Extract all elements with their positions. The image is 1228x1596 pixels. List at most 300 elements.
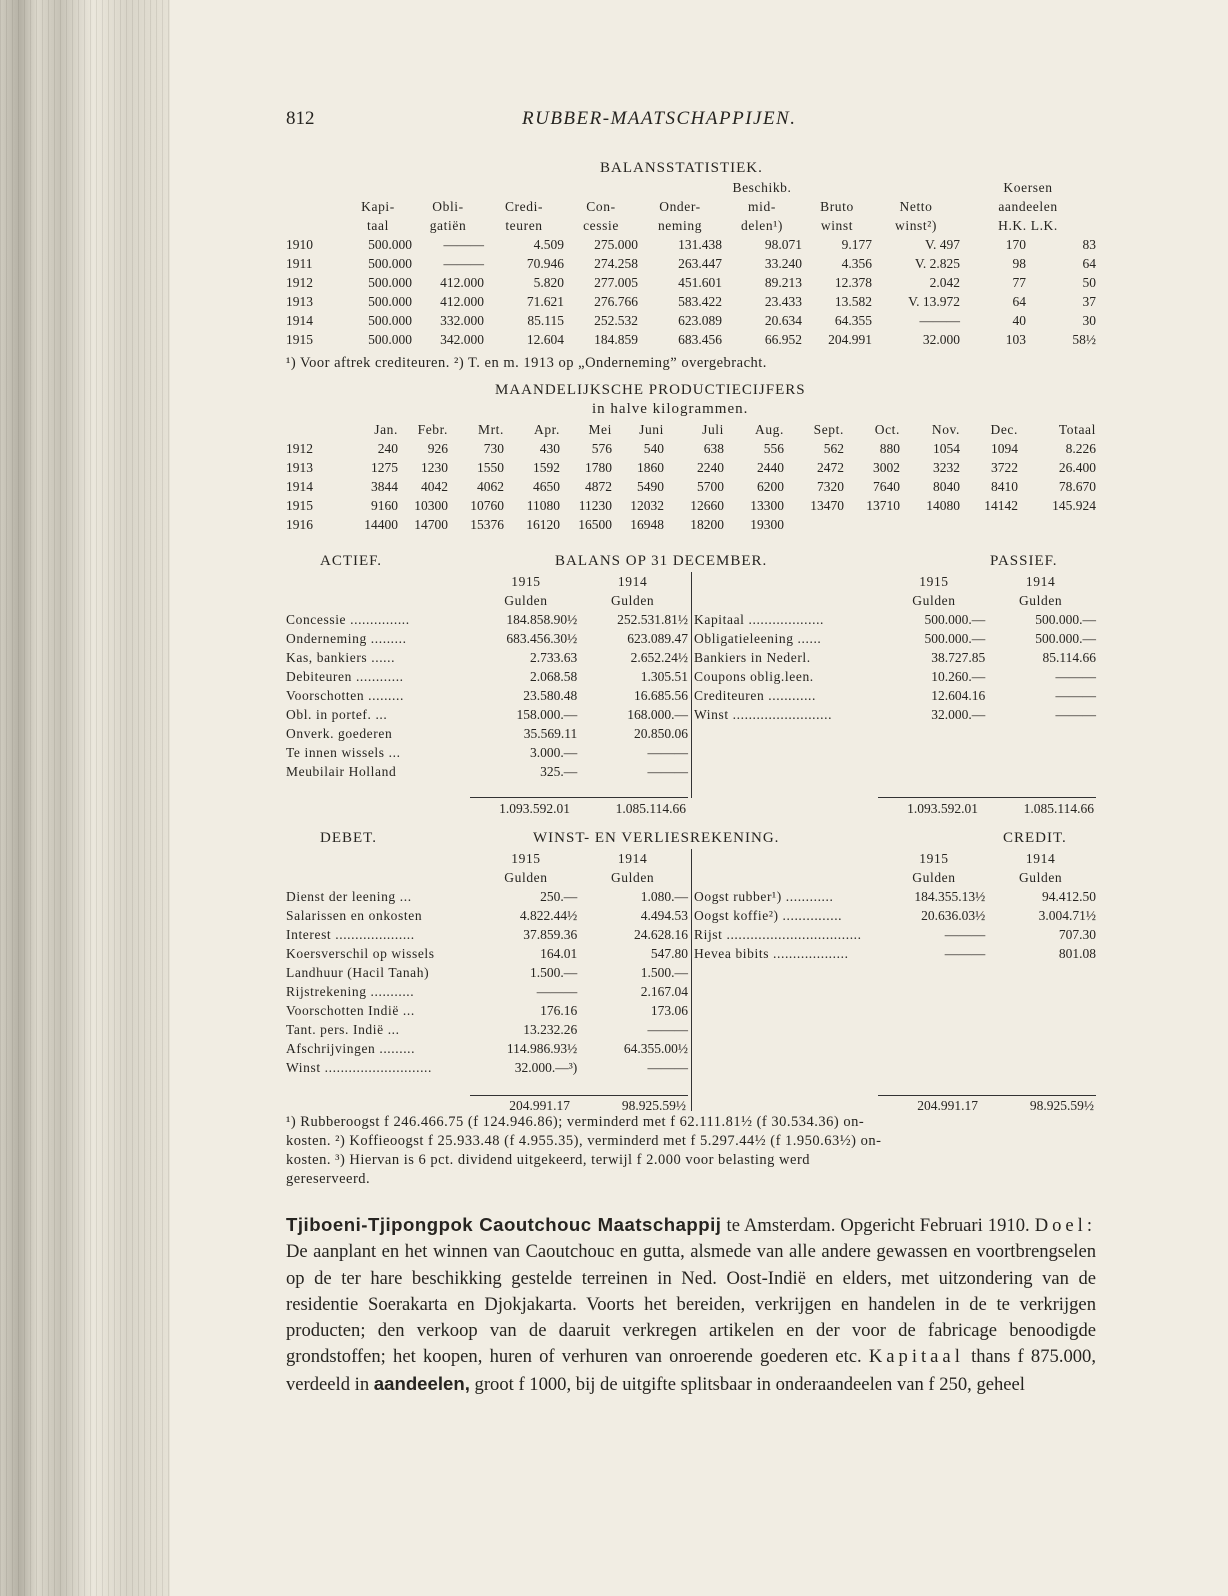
prod-cell: 10300	[414, 498, 448, 513]
actief-cell: 2.068.58	[529, 669, 578, 684]
running-title: RUBBER-MAATSCHAPPIJEN.	[522, 108, 797, 129]
stat-header-cell: Kapi-	[361, 199, 395, 214]
passief-cell: Obligatieleening ......	[694, 631, 822, 646]
stat-header-cell: Onder-	[659, 199, 701, 214]
actief-cell: Obl. in portef. ...	[286, 707, 388, 722]
debet-header-cell: Gulden	[610, 870, 655, 885]
credit-cell: 3.004.71½	[1038, 908, 1096, 923]
prod-cell: 1592	[533, 460, 560, 475]
prod-cell: 3722	[991, 460, 1018, 475]
credit-header-cell: Gulden	[912, 870, 956, 885]
winst-left-title: DEBET.	[320, 830, 377, 846]
actief-cell: 16.685.56	[634, 688, 688, 703]
prod-cell: 15376	[470, 517, 504, 532]
prod-cell: 14700	[414, 517, 448, 532]
stat-cell: 170	[1005, 237, 1026, 252]
stat-header-cell: H.K. L.K.	[998, 218, 1058, 233]
stat-cell: ———	[919, 313, 960, 328]
credit-row	[694, 944, 1096, 963]
prod-cell: 4062	[477, 479, 504, 494]
credit-row	[694, 906, 1096, 925]
debet-cell: Salarissen en onkosten	[286, 908, 423, 923]
prod-cell	[900, 515, 960, 534]
stat-cell: 500.000	[368, 275, 412, 290]
stat-header-cell: teuren	[505, 218, 543, 233]
balansstatistiek-footnote: ¹) Voor aftrek crediteuren. ²) T. en m. 1913 op „Onderneming” overgebracht.	[286, 355, 767, 371]
prod-row	[286, 477, 1096, 496]
stat-cell: 1911	[286, 256, 313, 271]
note-line-1: ¹) Rubberoogst f 246.466.75 (f 124.946.86); verminderd met f 62.111.81½ (f 30.534.36) on-	[286, 1114, 865, 1130]
prod-header-cell: Oct.	[874, 422, 900, 437]
stat-header-cell: winst²)	[895, 218, 937, 233]
prod-cell: 4042	[421, 479, 448, 494]
actief-row	[286, 686, 688, 705]
debet-cell: ———	[536, 984, 578, 999]
actief-row	[286, 648, 688, 667]
passief-cell: 32.000.—	[931, 707, 986, 722]
debet-row	[286, 1039, 688, 1058]
passief-header-row	[694, 572, 1096, 591]
stat-header-cell: Obli-	[432, 199, 464, 214]
article-text-2: thans f 875.000, verdeeld in	[286, 1346, 1097, 1395]
passief-row	[694, 610, 1096, 629]
prod-cell: 1275	[371, 460, 398, 475]
passief-cell: 12.604.16	[931, 688, 986, 703]
actief-header-cell: Gulden	[610, 593, 655, 608]
stat-header-cell	[286, 216, 344, 235]
winst-left-total-rule	[470, 1095, 688, 1096]
stat-cell: 4.509	[533, 237, 564, 252]
balans-total-1915: 1.093.592.01	[499, 801, 570, 816]
prod-cell: 18200	[690, 517, 724, 532]
prod-cell: 1913	[286, 460, 313, 475]
stat-cell: 103	[1005, 332, 1026, 347]
prod-cell: 2240	[697, 460, 724, 475]
debet-cell: 173.06	[650, 1003, 688, 1018]
stat-cell: ———	[443, 237, 484, 252]
prod-header-cell: Mei	[588, 422, 612, 437]
debet-cell: 1.500.—	[529, 965, 578, 980]
stat-cell: 50	[1082, 275, 1096, 290]
debet-cell: 4.494.53	[640, 908, 688, 923]
winst-credit-total-1915: 204.991.17	[917, 1098, 978, 1113]
actief-header-cell	[286, 591, 475, 610]
prod-cell: 8410	[991, 479, 1018, 494]
prod-cell: 1916	[286, 517, 313, 532]
passief-header-cell: 1914	[1025, 574, 1056, 589]
prod-cell: 730	[483, 441, 504, 456]
prod-cell: 8.226	[1065, 441, 1096, 456]
debet-cell: 32.000.—³)	[514, 1060, 578, 1075]
debet-cell: Interest ....................	[286, 927, 415, 942]
actief-cell: 3.000.—	[529, 745, 578, 760]
stat-header-cell	[638, 178, 722, 197]
balans-title: BALANS OP 31 DECEMBER.	[555, 553, 768, 569]
stat-cell: 30	[1082, 313, 1096, 328]
stat-cell: 204.991	[828, 332, 872, 347]
stat-header-row	[286, 216, 1096, 235]
prod-header-cell: Nov.	[931, 422, 960, 437]
credit-cell: Hevea bibits ...................	[694, 946, 849, 961]
debet-header-cell: 1915	[511, 851, 541, 866]
actief-header-row	[286, 591, 688, 610]
prod-row	[286, 496, 1096, 515]
debet-cell: 24.628.16	[634, 927, 688, 942]
prod-cell: 1094	[991, 441, 1018, 456]
credit-cell: Rijst ..................................	[694, 927, 862, 942]
stat-header-cell: gatiën	[429, 218, 467, 233]
stat-row	[286, 273, 1096, 292]
actief-row	[286, 629, 688, 648]
stat-cell: 5.820	[533, 275, 564, 290]
stat-header-cell: Koersen	[1003, 180, 1053, 195]
winst-credit-table	[694, 849, 1096, 963]
stat-header-cell: Netto	[899, 199, 933, 214]
credit-header-cell	[694, 849, 883, 868]
actief-row	[286, 724, 688, 743]
prod-cell: 8040	[933, 479, 960, 494]
debet-cell: 1.500.—	[640, 965, 688, 980]
prod-header-cell: Dec.	[990, 422, 1018, 437]
stat-header-cell: neming	[657, 218, 703, 233]
prod-cell: 145.924	[1052, 498, 1096, 513]
debet-cell: 64.355.00½	[623, 1041, 688, 1056]
stat-header-cell: aandeelen	[998, 199, 1058, 214]
debet-cell: 1.080.—	[640, 889, 688, 904]
debet-header-cell	[286, 868, 475, 887]
actief-cell: 1.305.51	[640, 669, 688, 684]
credit-cell: 20.636.03½	[921, 908, 986, 923]
stat-cell: 12.378	[834, 275, 872, 290]
stat-cell: 40	[1012, 313, 1026, 328]
prod-cell: 1550	[477, 460, 504, 475]
passief-cell: 38.727.85	[931, 650, 986, 665]
credit-cell: 94.412.50	[1042, 889, 1096, 904]
stat-cell: 276.766	[594, 294, 638, 309]
prod-header-cell: Apr.	[533, 422, 560, 437]
stat-header-cell	[286, 197, 344, 216]
prod-cell: 556	[763, 441, 784, 456]
credit-cell: Oogst rubber¹) ............	[694, 889, 834, 904]
prod-cell: 3232	[933, 460, 960, 475]
prod-cell: 926	[427, 441, 448, 456]
prod-cell: 1860	[637, 460, 664, 475]
stat-cell: 500.000	[368, 237, 412, 252]
balansstatistiek-table	[286, 178, 1096, 349]
prod-cell: 562	[823, 441, 844, 456]
prod-cell: 26.400	[1058, 460, 1096, 475]
stat-cell: 277.005	[594, 275, 638, 290]
debet-cell: 4.822.44½	[519, 908, 578, 923]
prod-header-cell: Juni	[639, 422, 664, 437]
balans-actief-table	[286, 572, 688, 781]
prod-header-row	[286, 420, 1096, 439]
debet-row	[286, 944, 688, 963]
prod-header-cell: Sept.	[813, 422, 844, 437]
stat-cell: V. 13.972	[908, 294, 960, 309]
productie-subtitle: in halve kilogrammen.	[592, 401, 749, 417]
stat-cell: 1910	[286, 237, 313, 252]
stat-cell: 9.177	[841, 237, 872, 252]
passief-row	[694, 667, 1096, 686]
stat-cell: 1913	[286, 294, 313, 309]
actief-row	[286, 705, 688, 724]
stat-cell: 342.000	[440, 332, 484, 347]
debet-row	[286, 963, 688, 982]
prod-cell: 638	[703, 441, 724, 456]
stat-cell: 683.456	[678, 332, 722, 347]
debet-cell: 2.167.04	[640, 984, 688, 999]
stat-cell: 58½	[1072, 332, 1096, 347]
article-text-1: De aanplant en het winnen van Caoutchouc en gutta, alsmede van alle andere gewassen en voortbrengselen op de ter hare beschikking gestelde terreinen in Ned. Oost-Indië en elders, met uitzondering van de residentie Soerakarta en Djokjakarta. Voorts het bereiden, verkrijgen en handelen in de te verkrijgen producten; den verkoop van de daaruit verkregen artikelen en der voor de fabricage benoodigde grondstoffen; het koopen, huren of verhuren van onroerende goederen etc.	[286, 1241, 1096, 1368]
prod-cell: 6200	[757, 479, 784, 494]
prod-header-cell: Jan.	[374, 422, 398, 437]
doel-label: Doel:	[1034, 1215, 1096, 1236]
stat-cell: 275.000	[594, 237, 638, 252]
passief-row	[694, 629, 1096, 648]
prod-cell: 540	[643, 441, 664, 456]
prod-cell: 78.670	[1058, 479, 1096, 494]
prod-cell: 2440	[757, 460, 784, 475]
passief-cell: 500.000.—	[1035, 612, 1096, 627]
stat-cell: 64	[1012, 294, 1026, 309]
stat-header-cell: Credi-	[504, 199, 544, 214]
actief-cell: Debiteuren ............	[286, 669, 404, 684]
stat-cell: 4.356	[841, 256, 872, 271]
prod-cell: 240	[377, 441, 398, 456]
stat-cell: 64	[1082, 256, 1096, 271]
credit-header-cell	[694, 868, 883, 887]
credit-row	[694, 925, 1096, 944]
prod-cell: 7320	[817, 479, 844, 494]
credit-header-row	[694, 849, 1096, 868]
prod-cell: 13300	[750, 498, 784, 513]
prod-cell: 1780	[585, 460, 612, 475]
stat-header-cell: Con-	[586, 199, 616, 214]
actief-cell: 20.850.06	[634, 726, 688, 741]
prod-cell: 5490	[637, 479, 664, 494]
prod-cell: 5700	[697, 479, 724, 494]
stat-header-row	[286, 178, 1096, 197]
stat-cell: 13.582	[834, 294, 872, 309]
actief-cell: Onderneming .........	[286, 631, 407, 646]
actief-cell: 2.652.24½	[630, 650, 688, 665]
actief-row	[286, 762, 688, 781]
debet-row	[286, 906, 688, 925]
debet-cell: Koersverschil op wissels	[286, 946, 435, 961]
stat-cell: 263.447	[678, 256, 722, 271]
stat-cell: 274.258	[594, 256, 638, 271]
passief-row	[694, 648, 1096, 667]
stat-cell: 20.634	[764, 313, 802, 328]
actief-cell: Concessie ...............	[286, 612, 410, 627]
stat-cell: 70.946	[526, 256, 564, 271]
credit-cell: Oogst koffie²) ...............	[694, 908, 843, 923]
stat-header-cell: cessie	[583, 218, 619, 233]
debet-cell: 114.986.93½	[506, 1041, 578, 1056]
prod-cell: 3844	[371, 479, 398, 494]
balans-right-title: PASSIEF.	[990, 553, 1058, 569]
passief-cell: ———	[1055, 669, 1096, 684]
stat-cell: ———	[443, 256, 484, 271]
stat-cell: 71.621	[526, 294, 564, 309]
stat-cell: 500.000	[368, 332, 412, 347]
prod-header-cell: Aug.	[754, 422, 784, 437]
prod-cell: 10760	[470, 498, 504, 513]
article-intro: te Amsterdam. Opgericht Februari 1910.	[721, 1215, 1035, 1236]
passief-cell: Kapitaal ...................	[694, 612, 825, 627]
credit-cell: 801.08	[1058, 946, 1096, 961]
passief-header-cell: Gulden	[1018, 593, 1063, 608]
prod-cell: 2472	[817, 460, 844, 475]
debet-cell: Afschrijvingen .........	[286, 1041, 416, 1056]
prod-cell	[1018, 515, 1096, 534]
prod-cell: 3002	[873, 460, 900, 475]
stat-header-cell: Bruto	[820, 199, 854, 214]
passief-cell: 10.260.—	[931, 669, 986, 684]
debet-cell: Rijstrekening ...........	[286, 984, 415, 999]
stat-cell: 77	[1012, 275, 1026, 290]
stat-cell: 451.601	[678, 275, 722, 290]
note-line-3: kosten. ³) Hiervan is 6 pct. dividend uitgekeerd, terwijl f 2.000 voor belasting werd	[286, 1152, 811, 1168]
winst-credit-total-1914: 98.925.59½	[1029, 1098, 1094, 1113]
actief-cell: 325.—	[540, 764, 578, 779]
prod-header-cell: Totaal	[1058, 422, 1096, 437]
winst-debet-table	[286, 849, 688, 1077]
prod-cell: 430	[539, 441, 560, 456]
debet-row	[286, 887, 688, 906]
stat-header-cell	[412, 178, 484, 197]
prod-cell: 1054	[933, 441, 960, 456]
balans-left-total-rule	[470, 797, 688, 798]
article-text-3: groot f 1000, bij de uitgifte splitsbaar in onderaandeelen van f 250, geheel	[469, 1373, 1025, 1395]
debet-cell: ———	[647, 1060, 688, 1075]
passief-cell: Bankiers in Nederl.	[694, 650, 811, 665]
stat-header-cell	[564, 178, 638, 197]
kapitaal-label: Kapitaal	[868, 1346, 964, 1368]
actief-header-cell: Gulden	[504, 593, 548, 608]
stat-cell: 98	[1012, 256, 1026, 271]
stat-row	[286, 235, 1096, 254]
prod-cell: 7640	[873, 479, 900, 494]
note-line-2: kosten. ²) Koffieoogst f 25.933.48 (f 4.955.35), verminderd met f 5.297.44½ (f 1.950.63½) on-	[286, 1133, 882, 1149]
stat-cell: 412.000	[440, 294, 484, 309]
prod-cell: 14142	[984, 498, 1018, 513]
stat-cell: 332.000	[440, 313, 484, 328]
prod-cell: 14080	[926, 498, 960, 513]
passief-cell: 500.000.—	[1035, 631, 1096, 646]
passief-row	[694, 705, 1096, 724]
actief-cell: 252.531.81½	[617, 612, 688, 627]
book-spine-edge	[0, 0, 170, 1596]
actief-cell: Meubilair Holland	[286, 764, 397, 779]
prod-cell: 12032	[630, 498, 664, 513]
passief-cell: ———	[1055, 688, 1096, 703]
passief-cell: 85.114.66	[1042, 650, 1096, 665]
prod-cell: 4650	[533, 479, 560, 494]
prod-cell: 13470	[810, 498, 844, 513]
stat-cell: 500.000	[368, 294, 412, 309]
stat-cell: 85.115	[527, 313, 564, 328]
prod-cell: 1914	[286, 479, 313, 494]
stat-cell: 184.859	[594, 332, 638, 347]
debet-header-cell	[286, 849, 475, 868]
credit-cell: 707.30	[1058, 927, 1096, 942]
debet-cell: 13.232.26	[523, 1022, 578, 1037]
prod-cell: 13710	[866, 498, 900, 513]
prod-cell: 4872	[585, 479, 612, 494]
prod-cell	[784, 515, 844, 534]
debet-row	[286, 982, 688, 1001]
prod-cell: 11080	[526, 498, 560, 513]
stat-cell: 32.000	[922, 332, 960, 347]
stat-header-cell: Beschikb.	[732, 180, 792, 195]
stat-cell: 500.000	[368, 313, 412, 328]
prod-cell	[844, 515, 900, 534]
stat-cell: 2.042	[929, 275, 960, 290]
debet-cell: Voorschotten Indië ...	[286, 1003, 415, 1018]
stat-cell: 1912	[286, 275, 313, 290]
stat-cell: 37	[1082, 294, 1096, 309]
actief-cell: 2.733.63	[529, 650, 578, 665]
actief-header-row	[286, 572, 688, 591]
stat-cell: 83	[1082, 237, 1096, 252]
stat-header-cell: delen¹)	[741, 218, 783, 233]
prod-row	[286, 515, 1096, 534]
credit-cell: 184.355.13½	[914, 889, 986, 904]
debet-cell: 37.859.36	[523, 927, 578, 942]
balans-divider	[691, 572, 692, 798]
prod-cell: 880	[879, 441, 900, 456]
prod-cell: 12660	[690, 498, 724, 513]
prod-header-cell	[286, 420, 342, 439]
aandeelen-label: aandeelen,	[373, 1372, 470, 1394]
stat-cell: 583.422	[678, 294, 722, 309]
winst-total-1915: 204.991.17	[509, 1098, 570, 1113]
stat-header-cell	[802, 178, 872, 197]
prod-cell: 16500	[578, 517, 612, 532]
actief-cell: 683.456.30½	[506, 631, 578, 646]
actief-header-cell	[286, 572, 475, 591]
actief-cell: 184.858.90½	[506, 612, 578, 627]
note-line-4: gereserveerd.	[286, 1171, 371, 1187]
credit-row	[694, 887, 1096, 906]
debet-row	[286, 1001, 688, 1020]
credit-header-cell: 1915	[919, 851, 949, 866]
stat-cell: 623.089	[678, 313, 722, 328]
company-name: Tjiboeni-Tjipongpok Caoutchouc Maatschappij	[286, 1214, 722, 1235]
stat-cell: 23.433	[764, 294, 802, 309]
credit-header-row	[694, 868, 1096, 887]
stat-cell: 1914	[286, 313, 313, 328]
passief-header-cell	[694, 572, 883, 591]
prod-header-cell: Febr.	[417, 422, 448, 437]
passief-cell: ———	[1055, 707, 1096, 722]
actief-cell: ———	[647, 764, 688, 779]
debet-cell: 250.—	[540, 889, 578, 904]
stat-cell: 12.604	[526, 332, 564, 347]
stat-cell: 66.952	[764, 332, 802, 347]
stat-cell: 131.438	[678, 237, 722, 252]
debet-cell: Landhuur (Hacil Tanah)	[286, 965, 430, 980]
actief-cell: Kas, bankiers ......	[286, 650, 396, 665]
passief-cell: Winst .........................	[694, 707, 833, 722]
winst-title: WINST- EN VERLIESREKENING.	[533, 830, 780, 846]
passief-row	[694, 686, 1096, 705]
winst-total-1914: 98.925.59½	[621, 1098, 686, 1113]
passief-cell: 500.000.—	[924, 612, 986, 627]
balans-passief-total-1914: 1.085.114.66	[1023, 801, 1094, 816]
